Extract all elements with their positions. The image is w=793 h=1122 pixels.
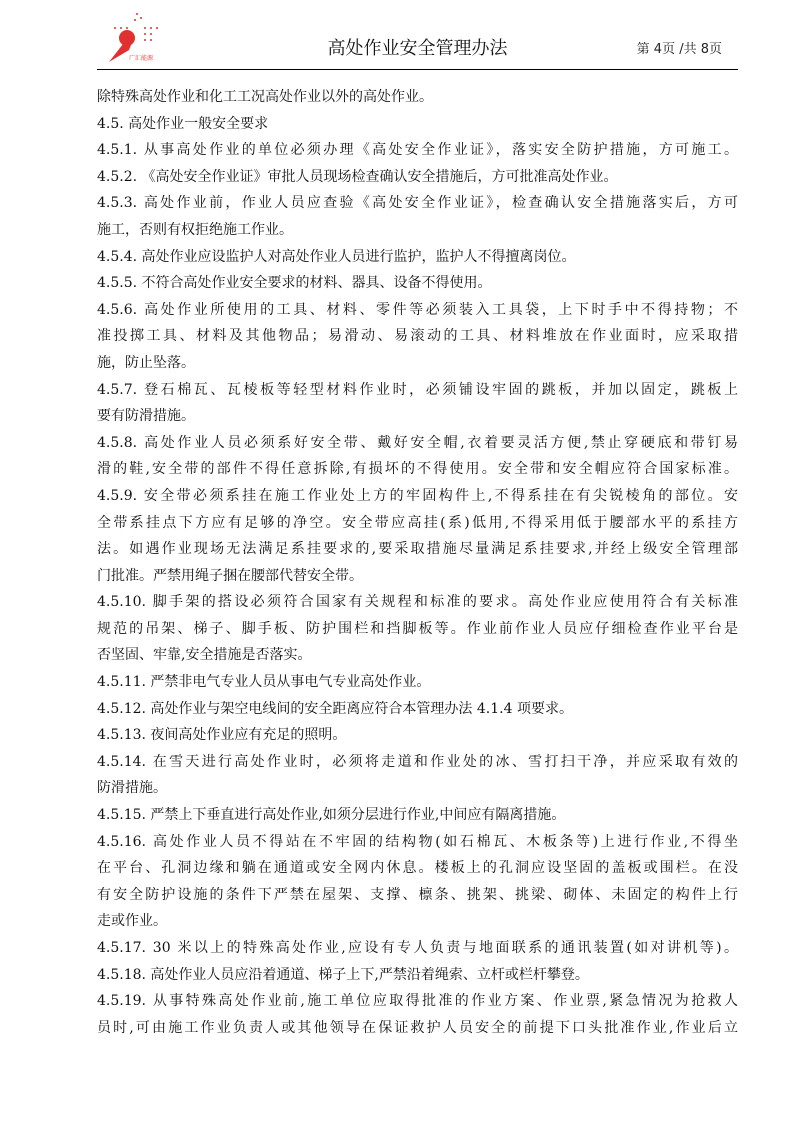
text-line: 4.5.11. 严禁非电气专业人员从事电气专业高处作业。 [97,674,431,691]
text-line: 否坚固、牢靠,安全措施是否落实。 [97,647,312,664]
text-line: 4.5.14. 在雪天进行高处作业时，必须将走道和作业处的冰、雪打扫干净，并应采取有效的 [97,753,738,770]
text-line: 4.5.19. 从事特殊高处作业前,施工单位应取得批准的作业方案、作业票,紧急情况为抢救人 [97,993,738,1010]
text-line: 要有防滑措施。 [97,408,195,425]
text-line: 4.5.4. 高处作业应设监护人对高处作业人员进行监护，监护人不得擅离岗位。 [97,248,576,265]
text-line: 4.5.8. 高处作业人员必须系好安全带、戴好安全帽,衣着要灵活方便,禁止穿硬底和带钉易 [97,434,738,451]
text-line: 全带系挂点下方应有足够的净空。安全带应高挂(系)低用,不得采用低于腰部水平的系挂方 [97,514,738,531]
text-line: 4.5.12. 高处作业与架空电线间的安全距离应符合本管理办法 4.1.4 项要求。 [97,700,573,717]
page-indicator: 第 4页 /共 8页 [636,42,722,57]
text-line: 4.5. 高处作业一般安全要求 [97,115,269,132]
text-line: 滑的鞋,安全带的部件不得任意拆除,有损坏的不得使用。安全带和安全帽应符合国家标准。 [97,461,738,478]
text-line: 4.5.6. 高处作业所使用的工具、材料、零件等必须装入工具袋，上下时手中不得持物；不 [97,301,738,318]
text-line: 4.5.15. 严禁上下垂直进行高处作业,如须分层进行作业,中间应有隔离措施。 [97,807,566,824]
text-line: 准投掷工具、材料及其他物品；易滑动、易滚动的工具、材料堆放在作业面时，应采取措 [97,328,738,345]
text-line: 施，防止坠落。 [97,354,195,371]
text-line: 4.5.18. 高处作业人员应沿着通道、梯子上下,严禁沿着绳索、立杆或栏杆攀登。 [97,966,589,983]
document-body [97,84,738,1041]
text-line: 员时,可由施工作业负责人或其他领导在保证救护人员安全的前提下口头批准作业,作业后立 [97,1019,738,1036]
text-line: 法。如遇作业现场无法满足系挂要求的,要采取措施尽量满足系挂要求,并经上级安全管理部 [97,541,738,558]
document-title: 高处作业安全管理办法 [327,38,508,59]
text-line: 4.5.9. 安全带必须系挂在施工作业处上方的牢固构件上,不得系挂在有尖锐棱角的部位。安 [97,487,738,504]
text-line: 4.5.13. 夜间高处作业应有充足的照明。 [97,727,347,744]
text-line: 施工，否则有权拒绝施工作业。 [97,221,293,238]
text-line: 4.5.2. 《高处安全作业证》审批人员现场检查确认安全措施后，方可批准高处作业。 [97,168,618,185]
logo-text: 广汇能源 [129,55,154,62]
text-line: 除特殊高处作业和化工工况高处作业以外的高处作业。 [97,89,433,105]
text-line: 有安全防护设施的条件下严禁在屋架、支撑、檩条、挑架、挑梁、砌体、未固定的构件上行 [97,886,738,903]
text-line: 在平台、孔洞边缘和躺在通道或安全网内休息。楼板上的孔洞应设坚固的盖板或围栏。在没 [97,860,738,877]
text-line: 4.5.17. 30 米以上的特殊高处作业,应设有专人负责与地面联系的通讯装置(如对讲机等)。 [97,940,738,956]
text-line: 4.5.7. 登石棉瓦、瓦棱板等轻型材料作业时，必须铺设牢固的跳板，并加以固定，跳板上 [97,381,738,398]
text-line: 4.5.5. 不符合高处作业安全要求的材料、器具、设备不得使用。 [97,275,492,292]
text-line: 门批准。严禁用绳子捆在腰部代替安全带。 [97,567,363,584]
text-line: 走或作业。 [97,913,167,930]
text-line: 规范的吊架、梯子、脚手板、防护围栏和挡脚板等。作业前作业人员应仔细检查作业平台是 [97,620,738,637]
text-line: 防滑措施。 [97,780,167,797]
text-line: 4.5.16. 高处作业人员不得站在不牢固的结构物(如石棉瓦、木板条等)上进行作业,不得坐 [97,833,738,850]
text-line: 4.5.10. 脚手架的搭设必须符合国家有关规程和标准的要求。高处作业应使用符合有关标准 [97,594,738,611]
page-header [97,0,738,70]
text-line: 4.5.3. 高处作业前，作业人员应查验《高处安全作业证》，检查确认安全措施落实后，方可 [97,195,738,212]
text-line: 4.5.1. 从事高处作业的单位必须办理《高处安全作业证》，落实安全防护措施，方可施工。 [97,142,738,159]
